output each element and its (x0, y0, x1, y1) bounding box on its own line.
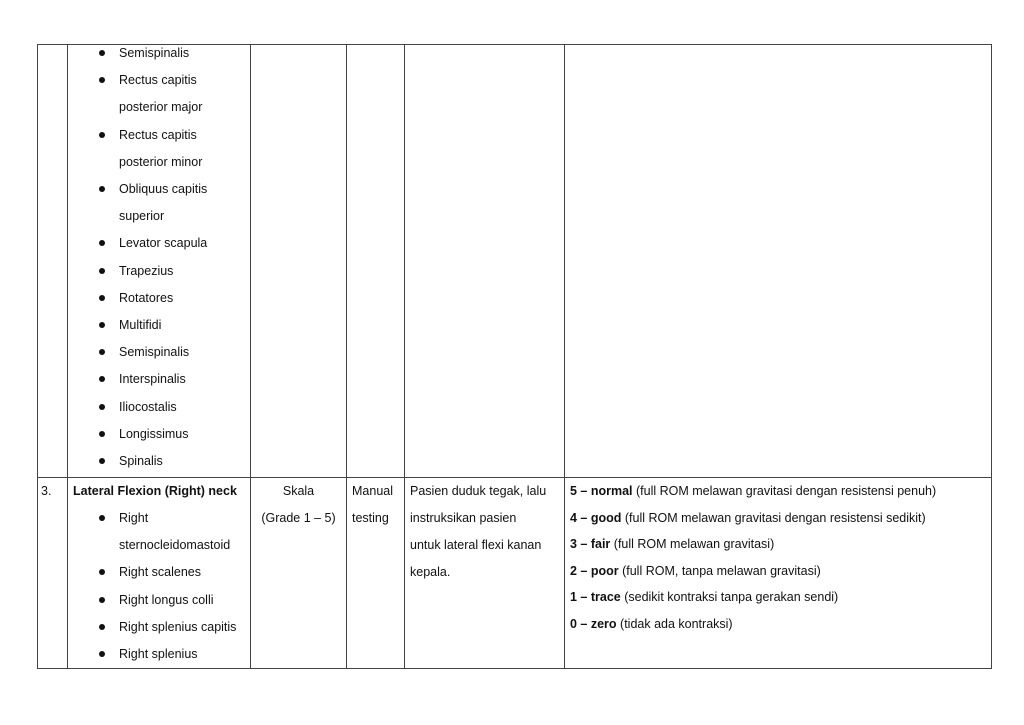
method-cell (347, 45, 405, 478)
muscle-cell (68, 45, 251, 478)
muscle-name: Rotatores (119, 290, 174, 305)
scale-cell (251, 478, 347, 669)
muscle-name: sternocleidomastoid (119, 538, 231, 553)
bullet-icon (99, 624, 105, 630)
bullet-item (73, 312, 245, 339)
muscle-name: Iliocostalis (119, 399, 177, 414)
bullet-icon (99, 349, 105, 355)
muscle-name: superior (119, 209, 165, 224)
bullet-icon (99, 295, 105, 301)
muscle-name: Right (119, 511, 149, 525)
bullet-item (73, 505, 245, 559)
muscle-cell (68, 478, 251, 669)
muscle-name: Right splenius (119, 647, 198, 662)
muscle-name: Right longus colli (119, 592, 214, 607)
muscle-name: Trapezius (119, 263, 174, 278)
bullet-icon (99, 597, 105, 603)
bullet-icon (99, 404, 105, 410)
grade-line (570, 505, 986, 532)
grade-label: 5 – normal (570, 484, 633, 498)
grade-label: 4 – good (570, 510, 622, 525)
grade-line (570, 531, 986, 558)
grade-label: 1 – trace (570, 590, 621, 604)
grade-line (570, 478, 986, 505)
muscle-test-table (37, 44, 992, 669)
grade-desc: (tidak ada kontraksi) (616, 616, 733, 631)
bullet-icon (99, 186, 105, 192)
scale-cell (251, 45, 347, 478)
bullet-item (73, 587, 245, 614)
bullet-item (73, 285, 245, 312)
procedure-line: instruksikan pasien (410, 511, 517, 525)
table-row (38, 478, 992, 669)
bullet-item (73, 230, 245, 257)
bullet-icon (99, 322, 105, 328)
bullet-icon (99, 569, 105, 575)
bullet-icon (99, 240, 105, 246)
bullet-item (73, 339, 245, 366)
bullet-icon (99, 458, 105, 464)
muscle-name: posterior major (119, 100, 203, 115)
table-row (38, 45, 992, 478)
bullet-icon (99, 376, 105, 382)
grade-line (570, 584, 986, 611)
grade-desc: (full ROM, tanpa melawan gravitasi) (618, 563, 821, 578)
bullet-item (73, 641, 245, 668)
grading-cell (565, 45, 992, 478)
grade-desc: (full ROM melawan gravitasi dengan resistensi penuh) (632, 484, 937, 498)
muscle-name: Rectus capitis (119, 127, 197, 142)
procedure-line: untuk lateral flexi kanan (410, 538, 542, 552)
bullet-item (73, 421, 245, 448)
method-line: testing (352, 511, 389, 525)
muscle-name: Levator scapula (119, 236, 208, 251)
grade-label: 0 – zero (570, 616, 617, 631)
bullet-item (73, 176, 245, 230)
grade-desc: (full ROM melawan gravitasi) (610, 537, 775, 551)
scale-range: (Grade 1 – 5) (261, 511, 336, 525)
muscle-list (73, 505, 245, 668)
number-cell (38, 45, 68, 478)
procedure-cell (405, 478, 565, 669)
muscle-name: Multifidi (119, 318, 162, 333)
bullet-item (73, 258, 245, 285)
bullet-icon (99, 132, 105, 138)
bullet-icon (99, 77, 105, 83)
procedure-cell (405, 45, 565, 478)
bullet-icon (99, 431, 105, 437)
muscle-list (73, 40, 245, 475)
bullet-item (73, 448, 245, 475)
muscle-name: posterior minor (119, 154, 203, 169)
grade-line (570, 558, 986, 585)
bullet-item (73, 394, 245, 421)
movement-title: Lateral Flexion (Right) neck (73, 484, 237, 498)
grade-label: 2 – poor (570, 563, 619, 578)
grading-cell (565, 478, 992, 669)
muscle-name: Interspinalis (119, 372, 186, 387)
muscle-name: Right scalenes (119, 565, 201, 580)
bullet-icon (99, 651, 105, 657)
muscle-name: Spinalis (119, 454, 163, 469)
scale-label: Skala (282, 484, 315, 498)
bullet-item (73, 122, 245, 176)
grade-label: 3 – fair (570, 537, 611, 551)
procedure-line: kepala. (410, 565, 451, 579)
muscle-name: Longissimus (119, 426, 189, 441)
bullet-icon (99, 515, 105, 521)
bullet-item (73, 366, 245, 393)
grade-desc: (sedikit kontraksi tanpa gerakan sendi) (620, 590, 839, 604)
muscle-name: Semispinalis (119, 345, 190, 360)
procedure-line: Pasien duduk tegak, lalu (410, 484, 547, 498)
bullet-icon (99, 50, 105, 56)
bullet-icon (99, 268, 105, 274)
muscle-name: Semispinalis (119, 46, 190, 60)
grade-line (570, 611, 986, 638)
row-number: 3. (38, 478, 68, 669)
muscle-name: Rectus capitis (119, 73, 197, 88)
method-line: Manual (352, 484, 393, 498)
grade-desc: (full ROM melawan gravitasi dengan resistensi sedikit) (621, 510, 926, 525)
muscle-name: Obliquus capitis (119, 182, 208, 197)
method-cell (347, 478, 405, 669)
bullet-item (73, 40, 245, 67)
bullet-item (73, 67, 245, 121)
bullet-item (73, 614, 245, 641)
bullet-item (73, 559, 245, 586)
muscle-name: Right splenius capitis (119, 619, 237, 634)
